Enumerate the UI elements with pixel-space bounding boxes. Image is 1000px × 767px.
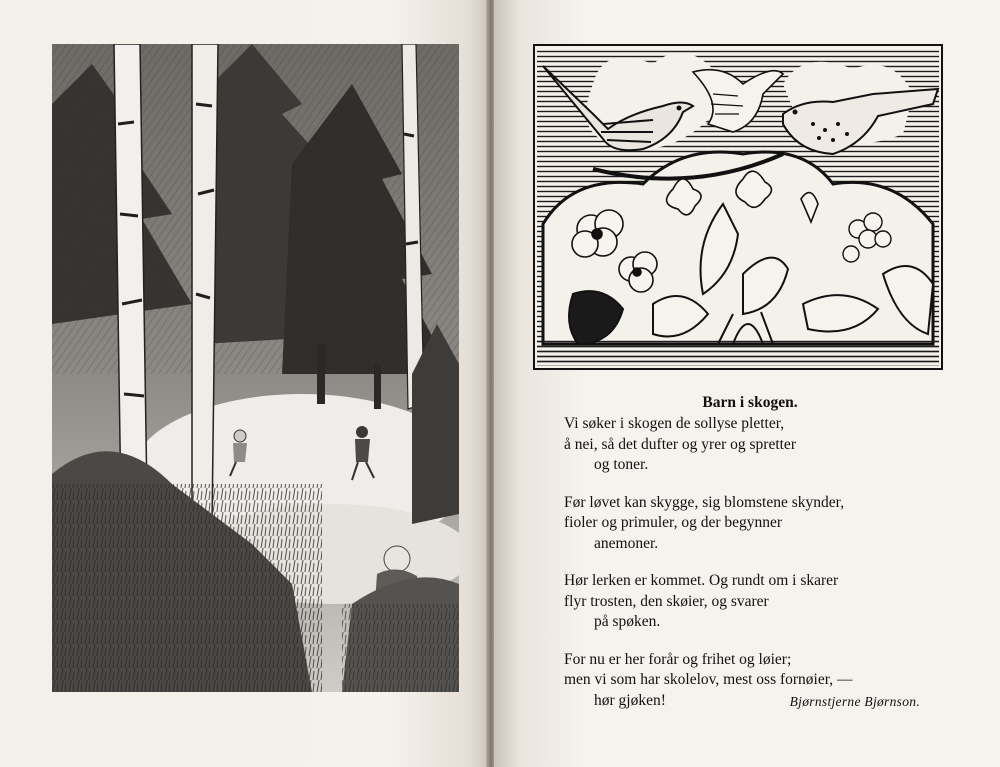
poem-stanza-2 xyxy=(564,493,944,555)
forest-drawing xyxy=(52,44,459,692)
poem-author: Bjørnstjerne Bjørnson. xyxy=(789,694,920,709)
poem-line: Hør lerken er kommet. Og rundt om i skarer xyxy=(564,572,839,589)
poem-line: og toner. xyxy=(594,456,649,473)
poem-line: anemoner. xyxy=(594,534,659,552)
poem-line: på spøken. xyxy=(594,613,661,630)
poem-line: å nei, så det dufter og yrer og spretter xyxy=(564,435,796,453)
poem-line: hør gjøken! xyxy=(594,691,666,709)
poem-line: Før løvet kan skygge, sig blomstene skynder, xyxy=(564,493,845,511)
poem-stanza-1 xyxy=(564,414,944,476)
poem-line: Vi søker i skogen de sollyse pletter, xyxy=(564,415,785,432)
poem-line: For nu er her forår og frihet og løier; xyxy=(564,650,792,668)
poem-line: flyr trosten, den skøier, og svarer xyxy=(564,592,769,610)
poem-title: Barn i skogen. xyxy=(702,394,798,411)
poem-line: men vi som har skolelov, mest oss fornøier, — xyxy=(564,671,853,688)
poem-line: fioler og primuler, og der begynner xyxy=(564,514,783,531)
poem-stanza-3 xyxy=(564,571,944,633)
forest-illustration xyxy=(52,44,459,692)
poem-body xyxy=(564,414,944,728)
headpiece-drawing xyxy=(533,44,943,370)
left-page xyxy=(0,0,488,767)
birds-flowers-headpiece xyxy=(533,44,943,370)
